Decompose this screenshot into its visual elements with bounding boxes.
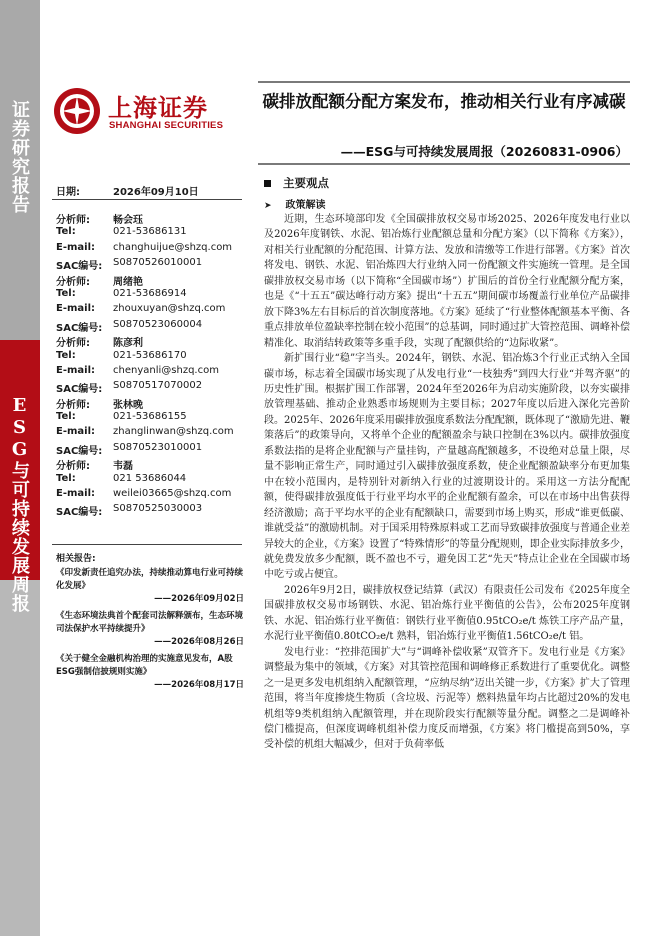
tel-label: Tel: xyxy=(56,349,76,361)
analyst-role-label: 分析师: xyxy=(56,215,90,226)
sac-label: SAC编号: xyxy=(56,261,103,273)
arrow-bullet-icon: ➤ xyxy=(264,201,272,211)
analyst-sac: S0870523060004 xyxy=(113,318,203,330)
email-label: E-mail: xyxy=(56,488,96,500)
sac-label: SAC编号: xyxy=(56,384,103,396)
logo-chinese-name: 上海证券 xyxy=(108,94,208,122)
related-report-date: ——2026年08月17日 xyxy=(154,680,244,690)
date-divider xyxy=(52,199,242,200)
title-top-divider xyxy=(258,81,630,83)
logo-english-name: SHANGHAI SECURITIES xyxy=(109,120,224,131)
analyst-tel: 021-53686131 xyxy=(113,226,187,238)
side-color-strip xyxy=(0,0,40,936)
analyst-name: 韦磊 xyxy=(113,461,133,473)
analyst-sac: S0870523010001 xyxy=(113,441,203,453)
analyst-tel: 021-53686155 xyxy=(113,411,187,423)
company-logo xyxy=(52,86,237,140)
analyst-sac-row xyxy=(56,319,246,334)
report-series-vertical-label: ESG与可持续发展周报 xyxy=(9,395,30,613)
analyst-name: 陈彦利 xyxy=(113,338,143,350)
analyst-email-row xyxy=(56,303,246,318)
body-paragraph: 新扩围行业“稳”字当头。2024年，钢铁、水泥、铝冶炼3个行业正式纳入全国碳市场，标志着全国碳市场实现了从发电行业“一枝独秀”到四大行业“并驾齐驱”的历史性扩围。根据扩围工作部署，2024年至2026年为启动实施阶段，以夯实碳排放管理基础、推动企业熟悉市场规则为主要目标；2027年度以后进入深化完善阶段。2025年、2026年度采用碳排放强度系数法分配配额，既体现了“激励先进、鞭策落后”的政策导向，又将单个企业的配额盈余与缺口控制在3%以内。碳排放强度系数法指的是将企业配额与产量挂钩，产量越高配额越多，不设绝对总量上限，尽量不影响正常生产，同时通过引入碳排放强度系数，使企业配额盈缺率分布更加集中在较小范围内，是特别针对新纳入行业的过渡期设计的。采用这一方法分配配额，使得碳排放强度低于行业平均水平的企业配额有盈余，可以在市场中出售获得经济激励；高于平均水平的企业有配额缺口，需要到市场上购买，形成“谁更低碳、谁就受益”的激励机制。对于国采用特殊原料或工艺而导致碳排放强度与普通企业差异较大的企业，《方案》设置了“特殊情形”的等量分配规则，即企业实际排放多少，就免费发放多少配额，既不盈也不亏，避免因工艺“先天”特点让企业在全国碳市场中吃亏或占便宜。 xyxy=(264,353,631,581)
analyst-name-row xyxy=(56,273,246,288)
body-paragraph: 2026年9月2日，碳排放权登记结算（武汉）有限责任公司发布《2025年度全国碳排放权交易市场钢铁、水泥、铝冶炼行业平衡值的公告》，公布2025年度钢铁、水泥、铝冶炼行业平衡值：钢铁行业平衡值0.95tCO₂e/t 炼铁工序产品产量，水泥行业平衡值0.80tCO₂e/t 熟料，铝冶炼行业平衡值1.56tCO₂e/t 铝。 xyxy=(264,584,630,643)
analyst-email-row xyxy=(56,426,246,441)
title-bottom-divider xyxy=(258,163,630,165)
analyst-name-row xyxy=(56,334,246,349)
sac-label: SAC编号: xyxy=(56,322,103,334)
report-subtitle: ——ESG与可持续发展周报（20260831-0906） xyxy=(340,144,628,159)
analyst-email-row xyxy=(56,242,246,257)
section-heading xyxy=(264,175,329,191)
analyst-tel-row xyxy=(56,350,246,365)
sac-label: SAC编号: xyxy=(56,445,103,457)
related-report-title: 《印发新责任追究办法，持续推动算电行业可持续化发展》 xyxy=(56,568,244,591)
analyst-sac-row xyxy=(56,380,246,395)
related-report-item[interactable] xyxy=(56,653,246,692)
logo-emblem-icon xyxy=(52,86,102,136)
analyst-tel: 021-53686914 xyxy=(113,287,187,299)
analyst-list xyxy=(56,211,246,519)
analyst-name-row xyxy=(56,211,246,226)
analyst-email[interactable]: chenyanli@shzq.com xyxy=(113,364,219,376)
subsection-heading xyxy=(264,196,326,211)
analyst-email[interactable]: weilei03665@shzq.com xyxy=(113,488,232,500)
analyst-role-label: 分析师: xyxy=(56,338,90,350)
related-report-date: ——2026年08月26日 xyxy=(154,637,244,647)
analyst-name: 张林晚 xyxy=(113,399,143,411)
related-report-title: 《关于健全金融机构治理的实施意见发布，A股ESG强制信披规则实施》 xyxy=(56,654,233,677)
tel-label: Tel: xyxy=(56,472,76,484)
sac-label: SAC编号: xyxy=(56,507,103,519)
analyst-email[interactable]: zhanglinwan@shzq.com xyxy=(113,426,234,438)
tel-label: Tel: xyxy=(56,287,76,299)
report-date xyxy=(56,183,199,198)
report-title: 碳排放配额分配方案发布，推动相关行业有序减碳 xyxy=(262,92,626,111)
report-category-vertical-label: 证券研究报告 xyxy=(9,100,30,214)
email-label: E-mail: xyxy=(56,426,96,438)
related-reports-header: 相关报告: xyxy=(56,554,96,564)
analyst-tel: 021 53686044 xyxy=(113,472,187,484)
analyst-tel-row xyxy=(56,411,246,426)
related-report-date: ——2026年09月02日 xyxy=(154,594,244,604)
date-label: 日期: xyxy=(56,187,80,198)
date-value: 2026年09月10日 xyxy=(113,187,199,198)
subsection-heading-text: 政策解读 xyxy=(285,200,326,211)
analyst-name-row xyxy=(56,396,246,411)
section-heading-text: 主要观点 xyxy=(283,176,329,190)
body-paragraph: 发电行业：“控排范围扩大”与“调峰补偿收紧”双管齐下。发电行业是《方案》调整最为集中的领域，《方案》对其管控范围和调峰修正系数进行了重要优化。调整之一是更多发电机组纳入配额管理，“应纳尽纳”迈出关键一步，《方案》扩大了管理范围，将当年度掺烧生物质（含垃圾、污泥等）燃料热量年均占比超过20%的发电机组等9类机组纳入配额管理，并在现阶段实行配额等量分配。调整之二是调峰补偿门槛提高，但深度调峰机组补偿力度反而增强，《方案》将门槛提高到50%，享受补偿的机组大幅减少，但对于负荷率低 xyxy=(264,646,630,751)
analyst-sac: S0870526010001 xyxy=(113,257,203,269)
related-report-item[interactable] xyxy=(56,567,246,606)
analyst-tel-row xyxy=(56,473,246,488)
analyst-name: 周绪艳 xyxy=(113,276,143,288)
analyst-email[interactable]: zhouxuyan@shzq.com xyxy=(113,303,226,315)
analyst-tel: 021-53686170 xyxy=(113,349,187,361)
analyst-sac-row xyxy=(56,257,246,272)
related-report-item[interactable] xyxy=(56,610,246,649)
analyst-role-label: 分析师: xyxy=(56,276,90,288)
tel-label: Tel: xyxy=(56,411,76,423)
related-report-title: 《生态环境法典首个配套司法解释颁布，生态环境司法保护水平持续提升》 xyxy=(56,611,244,634)
body-paragraph: 近期，生态环境部印发《全国碳排放权交易市场2025、2026年度发电行业以及2026年度钢铁、水泥、铝冶炼行业配额总量和分配方案》（以下简称《方案》），对相关行业配额的分配范围、计算方法、发放和清缴等工作进行部署。《方案》首次将发电、钢铁、水泥、铝冶炼四大行业纳入同一份配额文件实施统一管理。是全国碳排放权交易市场（以下简称“全国碳市场”）扩围后的首份全行业配额分配方案，也是《“十五五”碳达峰行动方案》提出“十五五”期间碳市场覆盖行业单位产品碳排放下降3%左右目标后的首次制度落地。《方案》延续了“行业整体配额基本平衡、各重点排放单位盈缺率控制在较小范围”的总基调，同时通过扩大管控范围、调峰补偿精准化、取消结转政策等多重手段，实现了配额供给的“边际收紧”。 xyxy=(264,214,630,349)
email-label: E-mail: xyxy=(56,241,96,253)
analyst-tel-row xyxy=(56,288,246,303)
analyst-role-label: 分析师: xyxy=(56,399,90,411)
analyst-sac: S0870517070002 xyxy=(113,380,203,392)
analyst-sac-row xyxy=(56,442,246,457)
related-reports-divider xyxy=(52,544,242,545)
analyst-name-row xyxy=(56,457,246,472)
email-label: E-mail: xyxy=(56,303,96,315)
analyst-sac: S0870525030003 xyxy=(113,503,203,515)
analyst-email-row xyxy=(56,488,246,503)
analyst-tel-row xyxy=(56,226,246,241)
analyst-email[interactable]: changhuijue@shzq.com xyxy=(113,241,233,253)
square-bullet-icon xyxy=(264,180,271,187)
email-label: E-mail: xyxy=(56,364,96,376)
analyst-name: 畅会珏 xyxy=(113,215,143,226)
related-reports xyxy=(56,551,246,696)
analyst-role-label: 分析师: xyxy=(56,461,90,473)
analyst-email-row xyxy=(56,365,246,380)
report-body xyxy=(264,212,630,753)
tel-label: Tel: xyxy=(56,226,76,238)
analyst-sac-row xyxy=(56,503,246,518)
